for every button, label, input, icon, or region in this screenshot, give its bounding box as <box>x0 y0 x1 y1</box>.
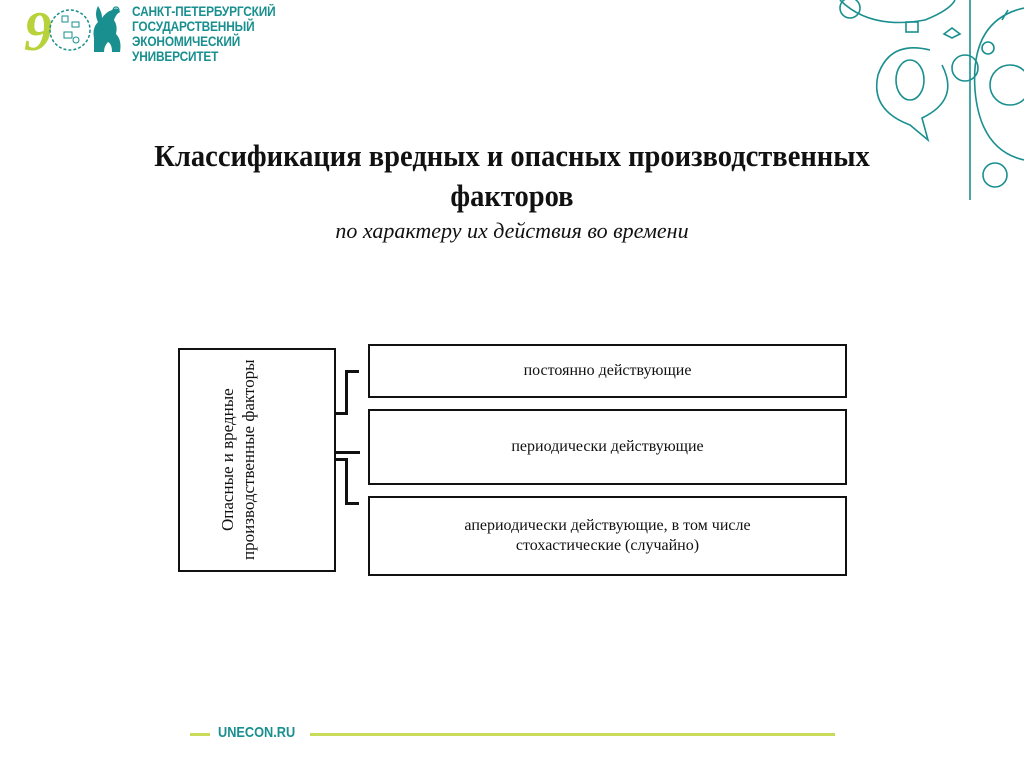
university-logo <box>22 0 322 64</box>
factor-box-aperiodic <box>368 496 847 576</box>
anniversary-90-icon <box>22 2 92 58</box>
svg-text:9: 9 <box>24 2 52 58</box>
slide-title: Классификация вредных и опасных производственных факторов <box>154 138 870 213</box>
footer-site-link[interactable]: UNECON.RU <box>218 724 296 741</box>
griffin-icon <box>88 2 124 54</box>
root-factor-box <box>178 348 336 572</box>
footer-line-left <box>190 733 210 736</box>
connector-bottom-vertical <box>345 458 348 505</box>
factor-label: периодически действующие <box>511 438 704 455</box>
connector-top-vertical <box>345 371 348 415</box>
connector-middle <box>336 451 360 454</box>
factor-label: апериодически действующие, в том числе стохастические (случайно) <box>464 517 751 554</box>
connector-bottom-horizontal <box>345 502 359 505</box>
root-factor-label: Опасные и вредные производственные факторы <box>218 359 258 561</box>
factor-box-constant <box>368 344 847 398</box>
connector-top-join <box>336 412 348 415</box>
factor-box-periodic <box>368 409 847 485</box>
slide-subtitle: по характеру их действия во времени <box>335 218 689 243</box>
logo-text: САНКТ-ПЕТЕРБУРГСКИЙ ГОСУДАРСТВЕННЫЙ ЭКОНОМИЧЕСКИЙ УНИВЕРСИТЕТ <box>132 4 276 64</box>
connector-top-horizontal <box>345 370 359 373</box>
footer-line-right <box>310 733 835 736</box>
factor-label: постоянно действующие <box>523 362 692 379</box>
